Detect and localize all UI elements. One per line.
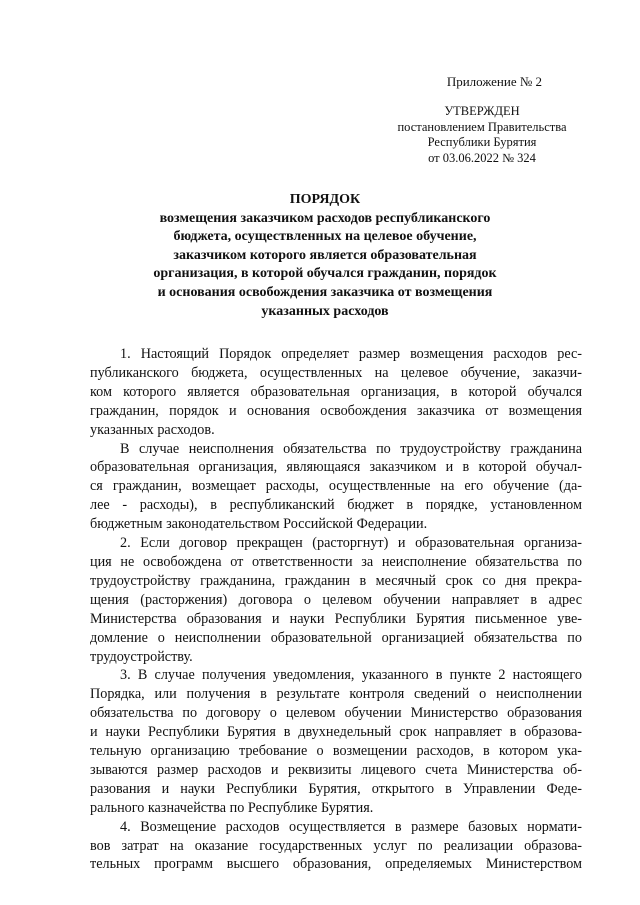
text-line: публиканского бюджета, осуществленных на целевое обучение, заказчи- [90,364,582,381]
title-line: заказчиком которого является образовательная [173,247,477,263]
text-line: Порядка, или получения в результате контроля сведений о неисполнении [90,686,582,703]
document-body [90,345,582,874]
text-line: образовательная организация, являющаяся заказчиком и в которой обучал- [90,459,582,476]
paragraph-4 [90,666,582,817]
title-line: бюджета, осуществленных на целевое обучение, [173,229,477,245]
approved-date: от 03.06.2022 № 324 [428,150,536,165]
title-line: указанных расходов [261,303,389,319]
text-line: тельных программ высшего образования, определяемых Министерством [90,856,582,873]
text-line: обязательства по договору о целевом обучении Министерство образования [90,705,582,722]
text-line: тельную организацию требование о возмещении расходов, в котором ука- [90,743,582,760]
text-line: и науки Республики Бурятия в двухнедельный срок направляет в образова- [90,724,582,741]
paragraph-1 [90,345,582,440]
text-line: лее - расходы), в республиканский бюджет в порядке, установленном [90,497,582,514]
text-line: Министерства образования и науки Республики Бурятия письменное уве- [90,610,582,627]
text-line: ция не освобождена от ответственности за неисполнение обязательства по [90,553,582,570]
text-line: вов затрат на оказание государственных услуг по реализации образова- [90,837,582,854]
text-line: указанных расходов. [90,421,215,438]
paragraph-3 [90,534,582,666]
approved-by-line-1: постановлением Правительства [397,119,567,134]
text-line: 4. Возмещение расходов осуществляется в размере базовых нормати- [120,818,582,835]
text-line: гражданин, порядок и основания освобождения заказчика от возмещения [90,402,582,419]
text-line: щения (расторжения) договора о целевом обучении направляет в адрес [90,591,582,608]
approved-heading: УТВЕРЖДЕН [444,104,520,118]
text-line: трудоустройству. [90,648,193,665]
text-line: 1. Настоящий Порядок определяет размер возмещения расходов рес- [120,346,582,362]
appendix-label: Приложение № 2 [446,74,542,89]
text-line: разования и науки Республики Бурятия, открытого в Управлении Феде- [90,780,582,797]
title-line: возмещения заказчиком расходов республиканского [159,210,491,226]
paragraph-5 [90,818,582,875]
text-line: домление о неисполнении образовательной организацией обязательства по [90,629,582,646]
title-heading: ПОРЯДОК [289,192,361,207]
text-line: ком которого является образовательная организация, в которой обучался [90,383,582,400]
text-line: зываются размер расходов и реквизиты лицевого счета Министерства об- [90,761,582,778]
title-line: и основания освобождения заказчика от возмещения [157,284,493,300]
text-line: рального казначейства по Республике Бурятия. [90,799,374,816]
text-line: бюджетным законодательством Российской Федерации. [90,516,428,533]
text-line: трудоустройству гражданина, гражданин в месячный срок со дня прекра- [90,572,582,589]
approved-by-line-2: Республики Бурятия [427,135,537,149]
approval-block [382,104,582,166]
text-line: 3. В случае получения уведомления, указанного в пункте 2 настоящего [120,667,582,684]
text-line: В случае неисполнения обязательства по трудоустройству гражданина [120,440,582,457]
paragraph-2 [90,440,582,535]
text-line: ся гражданин, возмещает расходы, осуществленные на его обучение (да- [90,478,582,495]
document-title [130,191,520,321]
title-line: организация, в которой обучался гражданин, порядок [153,266,497,282]
text-line: 2. Если договор прекращен (расторгнут) и образовательная организа- [120,535,582,552]
